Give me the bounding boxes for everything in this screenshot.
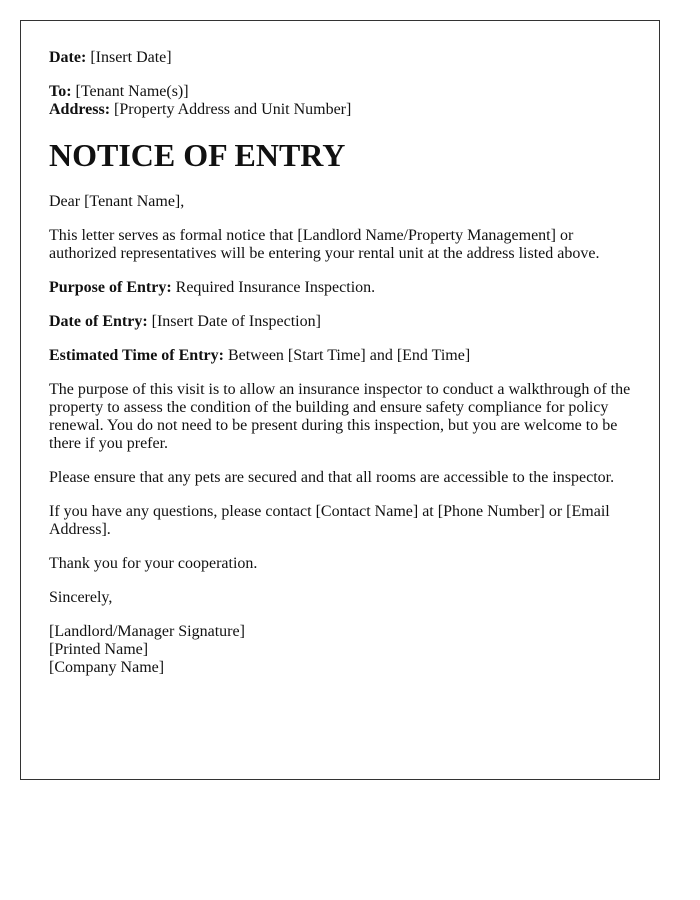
entry-time-line <box>49 347 631 365</box>
to-label: To: <box>49 83 72 100</box>
company-name: [Company Name] <box>49 659 165 676</box>
entry-time-value: Between [Start Time] and [End Time] <box>223 347 471 364</box>
date-value: [Insert Date] <box>86 49 172 66</box>
signature-block <box>49 623 631 677</box>
recipient-line <box>49 83 631 101</box>
address-label: Address: <box>49 101 111 118</box>
purpose-label: Purpose of Entry: <box>49 279 172 296</box>
date-line <box>49 49 631 67</box>
intro-paragraph: This letter serves as formal notice that [Landlord Name/Property Management] or authorized representatives will be entering your rental unit at the address listed above. <box>49 227 600 262</box>
entry-date-line <box>49 313 631 331</box>
entry-time-label: Estimated Time of Entry: <box>49 347 224 364</box>
signature-line: [Landlord/Manager Signature] <box>49 623 245 640</box>
thanks-paragraph: Thank you for your cooperation. <box>49 555 258 572</box>
address-line <box>49 101 631 119</box>
date-label: Date: <box>49 49 87 66</box>
details-paragraph: The purpose of this visit is to allow an insurance inspector to conduct a walkthrough of the property to assess the condition of the building and ensure safety compliance for policy renewal. You do not need to be present during this inspection, but you are welcome to be there if you prefer. <box>49 381 631 452</box>
address-value: [Property Address and Unit Number] <box>110 101 352 118</box>
to-value: [Tenant Name(s)] <box>71 83 189 100</box>
entry-date-label: Date of Entry: <box>49 313 148 330</box>
notice-letter <box>20 20 660 780</box>
request-paragraph: Please ensure that any pets are secured and that all rooms are accessible to the inspector. <box>49 469 615 486</box>
printed-name: [Printed Name] <box>49 641 149 658</box>
page-title: NOTICE OF ENTRY <box>49 137 346 173</box>
entry-date-value: [Insert Date of Inspection] <box>147 313 321 330</box>
closing: Sincerely, <box>49 589 113 606</box>
contact-paragraph: If you have any questions, please contact [Contact Name] at [Phone Number] or [Email Address]. <box>49 503 610 538</box>
purpose-value: Required Insurance Inspection. <box>171 279 376 296</box>
purpose-line <box>49 279 631 297</box>
salutation: Dear [Tenant Name], <box>49 193 185 210</box>
